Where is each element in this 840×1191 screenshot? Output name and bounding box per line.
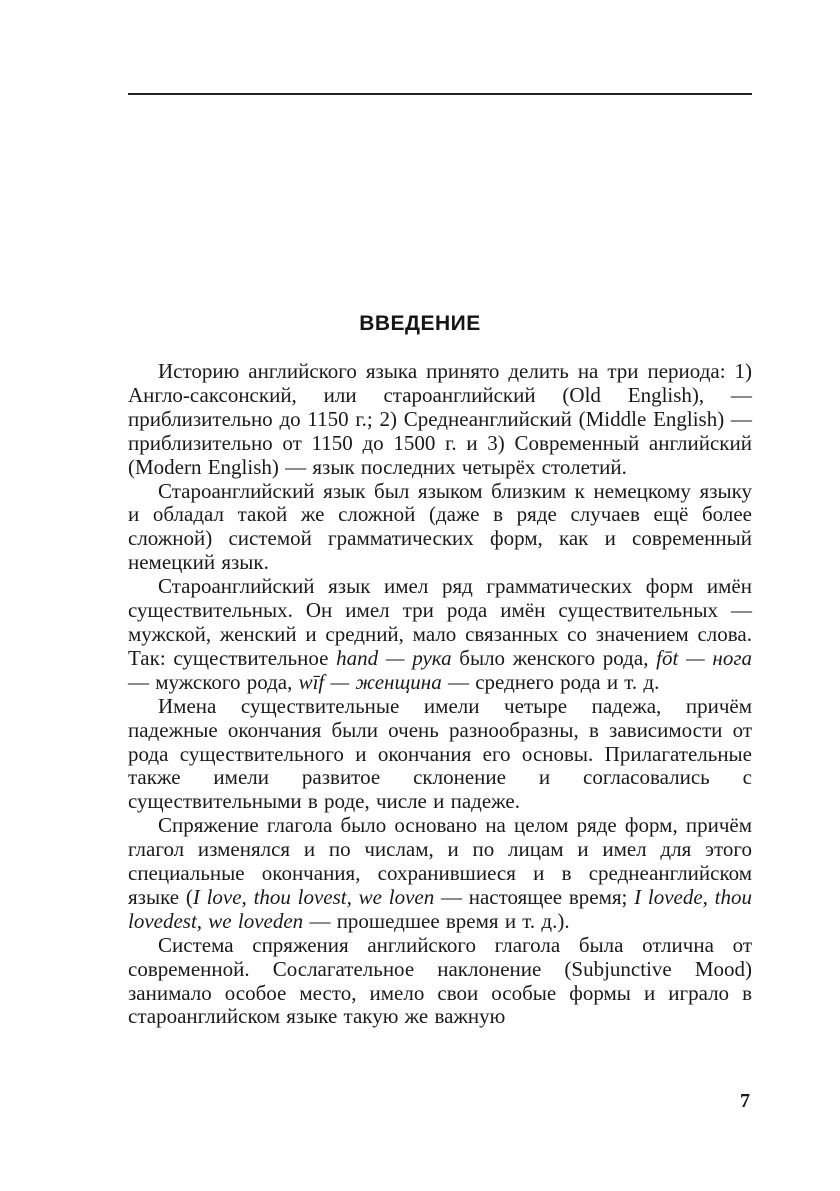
body-text xyxy=(128,360,752,1029)
text-span: было женского рода, xyxy=(451,645,657,670)
example-hand: hand — рука xyxy=(336,645,452,670)
paragraph-noun-genders xyxy=(128,575,752,695)
example-wif: wīf — женщина xyxy=(298,669,442,694)
paragraph-periods: Историю английского языка принято делить на три периода: 1) Англо-саксонский, или староанглийский (Old English), — приблизительно до 1150 г.; 2) Среднеанглийский (Middle English) — приблизительно от 1150 до 1500 г. и 3) Современный английский (Modern English) — язык последних четырёх столетий. xyxy=(128,359,752,479)
paragraph-old-english: Староанглийский язык был языком близким к немецкому языку и обладал такой же сложной (даже в ряде случаев ещё более сложной) системой грамматических форм, как и современный немецкий язык. xyxy=(128,478,752,575)
example-present: I love, thou lovest, we loven xyxy=(192,884,435,909)
page-title: ВВЕДЕНИЕ xyxy=(359,312,481,335)
text-span: — прошедшее время и т. д.). xyxy=(303,908,570,933)
page-number: 7 xyxy=(740,1090,750,1112)
example-past: I lovede, thou lovedest, we loveden xyxy=(128,884,753,933)
text-span: Староанглийский язык имел ряд грамматических форм имён существительных. Он имел три рода имён существительных — мужской, женский и средний, мало связанных со значением слова. Так: существительное xyxy=(128,574,752,670)
top-rule xyxy=(128,93,752,95)
paragraph-noun-cases: Имена существительные имели четыре падежа, причём падежные окончания были очень разнообразны, в зависимости от рода существительного и окончания его основы. Прилагательные также имели развитое склонение и согласовались с существительными в роде, числе и падеже. xyxy=(128,693,752,814)
example-fot: fōt — нога xyxy=(656,645,753,670)
text-span: — среднего рода и т. д. xyxy=(441,669,660,694)
text-span: Спряжение глагола было основано на целом ряде форм, причём глагол изменялся и по числам, и по лицам и имел для этого специальные окончания, сохранившиеся и в среднеанглийском языке ( xyxy=(128,813,752,909)
text-span: — настоящее время; xyxy=(434,884,635,909)
paragraph-subjunctive: Система спряжения английского глагола была отлична от современной. Сослагательное наклонение (Subjunctive Mood) занимало особое место, имело свои особые формы и играло в староанглийском языке такую же важную xyxy=(128,932,752,1029)
paragraph-verb-conjugation xyxy=(128,814,752,934)
text-span: — мужского рода, xyxy=(128,669,299,694)
